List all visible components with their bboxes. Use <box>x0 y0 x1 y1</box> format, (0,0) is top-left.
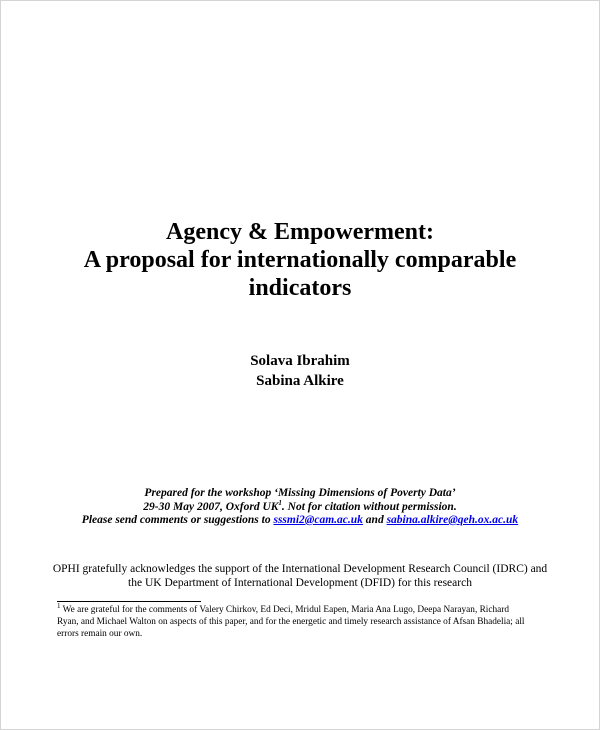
title-line-1: Agency & Empowerment: <box>166 219 434 245</box>
footnote-text: We are grateful for the comments of Valery Chirkov, Ed Deci, Mridul Eapen, Maria Ana Lugo, Deepa Narayan, Richard Ryan, and Michael Walton on aspects of this paper, and for the energetic and timely research assistance of Afsan Bhadelia; all errors remain our own. <box>57 605 525 639</box>
author-1: Solava Ibrahim <box>250 353 350 369</box>
author-list <box>1 351 599 391</box>
footnote-number: 1 <box>57 601 61 610</box>
acknowledgement <box>1 563 599 590</box>
document-title <box>1 218 599 302</box>
comments-prompt: Please send comments or suggestions to <box>81 514 274 526</box>
email-link-alkire[interactable]: sabina.alkire@qeh.ox.ac.uk <box>386 514 519 526</box>
footnote <box>57 601 525 640</box>
workshop-line-1: Prepared for the workshop ‘Missing Dimensions of Poverty Data’ <box>144 487 456 499</box>
footnote-divider <box>57 601 201 602</box>
workshop-note <box>1 487 599 528</box>
acknowledgement-line-2: the UK Department of International Development (DFID) for this research <box>128 576 472 589</box>
workshop-line-2 <box>1 498 599 515</box>
email-link-ibrahim[interactable]: sssmi2@cam.ac.uk <box>273 514 363 526</box>
acknowledgement-line-1: OPHI gratefully acknowledges the support of the International Development Research Council (IDRC) and <box>52 563 548 575</box>
workshop-line-3 <box>1 514 599 528</box>
footnote-marker: 1 <box>278 498 282 507</box>
citation-notice: . Not for citation without permission. <box>281 500 457 513</box>
title-line-3: indicators <box>248 275 352 301</box>
conjunction: and <box>362 514 387 526</box>
author-2: Sabina Alkire <box>256 373 344 389</box>
workshop-date: 29-30 May 2007, Oxford UK <box>143 500 279 513</box>
title-line-2: A proposal for internationally comparable <box>83 247 517 273</box>
